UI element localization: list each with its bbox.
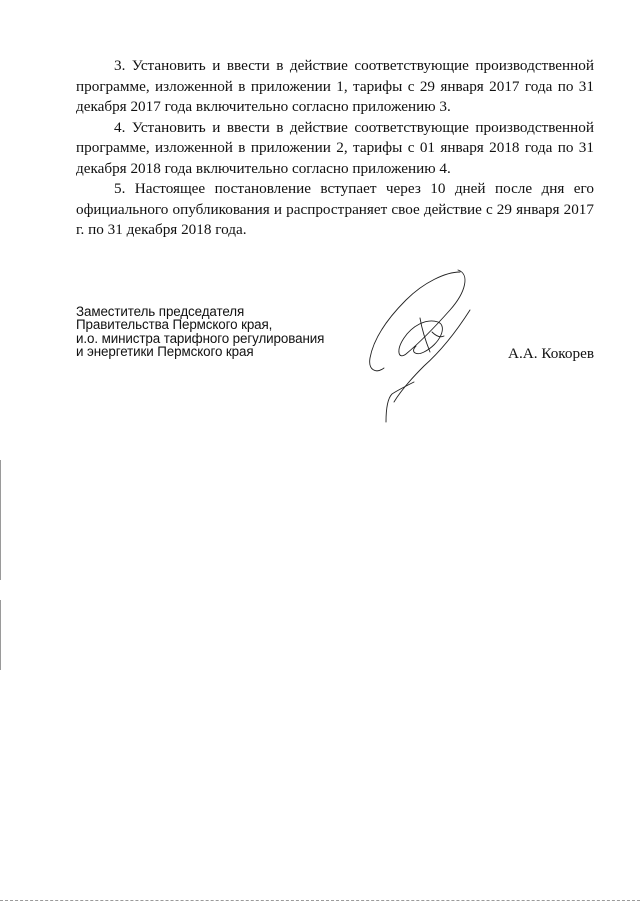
signatory-title bbox=[76, 305, 376, 359]
handwritten-signature bbox=[360, 262, 490, 432]
scan-edge-mark bbox=[0, 600, 1, 670]
signatory-title-line: Правительства Пермского края, bbox=[76, 317, 273, 333]
signatory-title-line: Заместитель председателя bbox=[76, 304, 245, 319]
paragraph-5: 5. Настоящее постановление вступает через 10 дней после дня его официального опубликования и распространяет свое действие с 29 января 2017 г. по 31 декабря 2018 года. bbox=[76, 180, 594, 239]
paragraph-4: 4. Установить и ввести в действие соответствующие производственной программе, изложенной в приложении 2, тарифы с 01 января 2018 года по 31 декабря 2018 года включительно согласно приложению 4. bbox=[76, 118, 594, 177]
signatory-title-line: и.о. министра тарифного регулирования bbox=[76, 330, 325, 346]
document-body bbox=[76, 56, 594, 241]
paragraph-3: 3. Установить и ввести в действие соответствующие производственной программе, изложенной в приложении 1, тарифы с 29 января 2017 года по 31 декабря 2017 года включительно согласно приложению 3. bbox=[76, 57, 594, 115]
signer-name: А.А. Кокорев bbox=[508, 345, 594, 362]
signatory-title-line: и энергетики Пермского края bbox=[76, 344, 254, 360]
scan-edge-mark bbox=[0, 460, 1, 580]
scan-bottom-edge bbox=[0, 900, 640, 901]
